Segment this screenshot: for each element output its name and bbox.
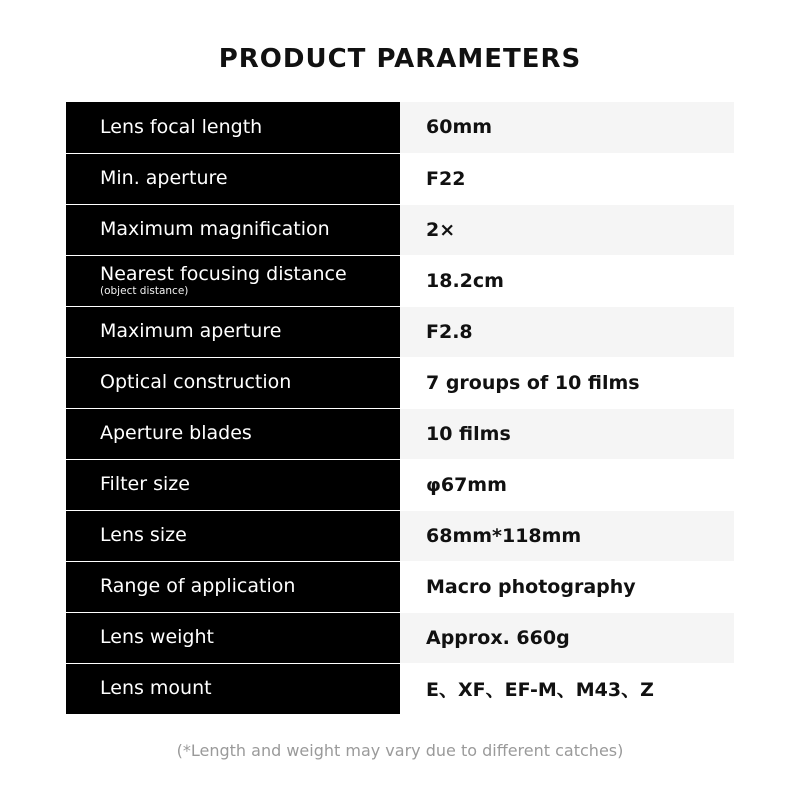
spec-label-cell	[66, 102, 400, 153]
spec-value-cell: 18.2cm	[400, 255, 734, 306]
spec-label-cell	[66, 204, 400, 255]
spec-label-cell	[66, 612, 400, 663]
spec-value-cell: 68mm*118mm	[400, 510, 734, 561]
spec-value-cell: F2.8	[400, 306, 734, 357]
footnote: (*Length and weight may vary due to different catches)	[176, 740, 624, 760]
spec-label-cell	[66, 306, 400, 357]
table-row	[66, 408, 734, 459]
table-row	[66, 459, 734, 510]
table-row	[66, 663, 734, 714]
spec-value-cell: 7 groups of 10 films	[400, 357, 734, 408]
specifications-table	[66, 102, 734, 715]
table-row	[66, 612, 734, 663]
spec-label: Lens size	[100, 524, 187, 547]
table-row	[66, 153, 734, 204]
spec-value-cell: 10 films	[400, 408, 734, 459]
spec-label: Range of application	[100, 575, 296, 598]
table-row	[66, 561, 734, 612]
spec-label: Lens mount	[100, 677, 212, 700]
spec-value-cell: 2×	[400, 204, 734, 255]
spec-label-cell	[66, 561, 400, 612]
spec-label-cell	[66, 357, 400, 408]
spec-label: Maximum aperture	[100, 320, 282, 343]
spec-label: Lens weight	[100, 626, 214, 649]
spec-label-cell	[66, 663, 400, 714]
spec-label: Maximum magnification	[100, 218, 330, 241]
spec-label-cell	[66, 408, 400, 459]
spec-label-sub: (object distance)	[100, 284, 189, 297]
spec-label: Min. aperture	[100, 167, 228, 190]
table-row	[66, 306, 734, 357]
spec-value-cell: E、XF、EF-M、M43、Z	[400, 663, 734, 714]
table-row	[66, 510, 734, 561]
specifications-table-body	[66, 102, 734, 714]
spec-value-cell: F22	[400, 153, 734, 204]
spec-label: Optical construction	[100, 371, 292, 394]
spec-label-cell	[66, 153, 400, 204]
table-row	[66, 102, 734, 153]
table-row	[66, 357, 734, 408]
spec-label: Aperture blades	[100, 422, 252, 445]
spec-label-cell	[66, 510, 400, 561]
spec-label-cell	[66, 459, 400, 510]
spec-label-cell	[66, 255, 400, 306]
spec-value-cell: Approx. 660g	[400, 612, 734, 663]
spec-value-cell: Macro photography	[400, 561, 734, 612]
page-title: PRODUCT PARAMETERS	[218, 44, 582, 74]
spec-value-cell: 60mm	[400, 102, 734, 153]
spec-label: Filter size	[100, 473, 190, 496]
table-row	[66, 204, 734, 255]
spec-label: Lens focal length	[100, 115, 263, 138]
spec-label: Nearest focusing distance	[100, 262, 347, 285]
spec-value-cell: φ67mm	[400, 459, 734, 510]
table-row	[66, 255, 734, 306]
